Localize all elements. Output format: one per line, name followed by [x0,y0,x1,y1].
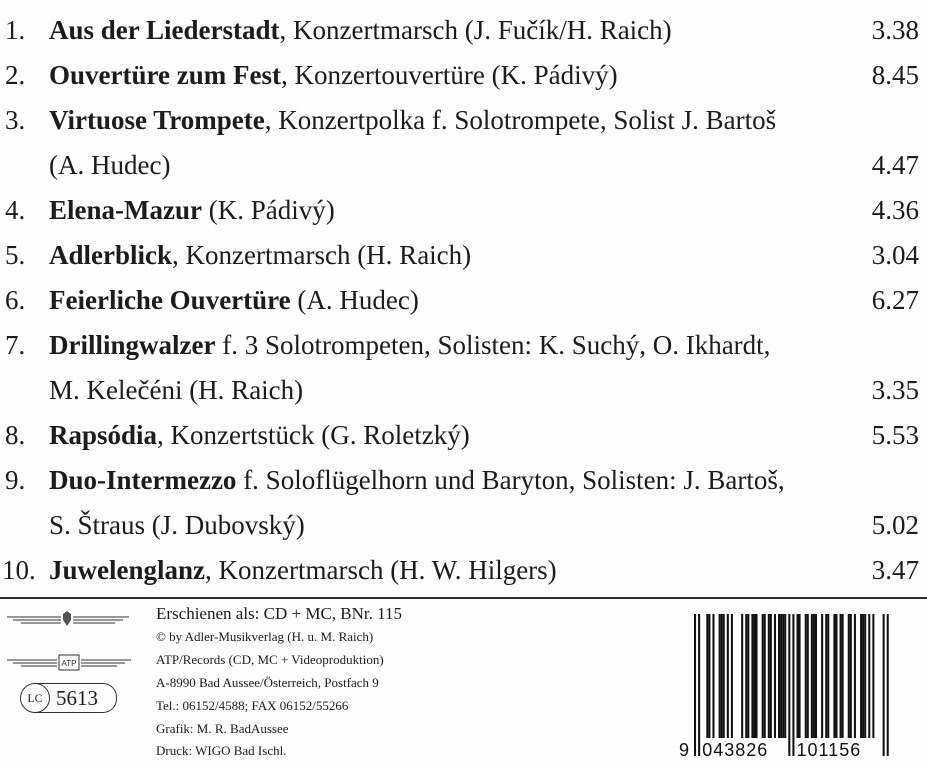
track-title: Aus der Liederstadt [49,15,280,45]
track-text [49,278,419,323]
track-title: Virtuose Trompete [49,105,265,135]
barcode-bar [698,614,700,756]
track-text [49,548,557,593]
track-row [0,548,927,593]
barcode-bar [821,614,823,738]
barcode-left-digits: 043826 [702,740,769,760]
track-duration: 4.36 [871,195,919,225]
divider-rule [0,597,927,599]
track-row-continuation [0,143,927,188]
barcode-bar [868,614,870,738]
track-title: Drillingwalzer [49,330,216,360]
barcode-bar [848,614,850,738]
track-number: 4. [5,195,26,225]
track-row [0,188,927,233]
barcode-bar [799,614,801,738]
barcode-bar [764,614,766,738]
track-text [49,413,470,458]
track-duration: 8.45 [871,60,919,90]
barcode-bar [719,614,721,738]
track-title: Duo-Intermezzo [49,465,237,495]
track-title: Ouvertüre zum Fest [49,60,281,90]
barcode [676,610,910,760]
track-number: 1. [5,15,26,45]
barcode-right-digits: 101156 [796,740,862,760]
barcode-bar [770,614,772,738]
label-area [0,600,927,768]
track-credits: , Konzertpolka f. Solotrompete, Solist J. Bartoš [264,105,777,135]
barcode-bar [706,614,708,738]
barcode-bar [756,614,758,738]
barcode-bar [774,614,776,738]
track-duration: 4.47 [871,150,919,180]
barcode-bar [782,614,784,738]
barcode-bar [762,614,764,738]
barcode-bar [768,614,770,738]
barcode-bar [883,614,885,756]
track-credits: , Konzertouvertüre (K. Pádivý) [280,60,618,90]
barcode-bar [745,614,747,738]
barcode-bar [778,614,780,738]
barcode-bar [840,614,842,738]
barcode-bar [860,614,862,738]
barcode-bar [850,614,852,738]
track-row-continuation [0,368,927,413]
track-credits: f. Soloflügelhorn und Baryton, Solisten: J. Bartoš, [236,465,785,495]
barcode-bar [747,614,749,738]
barcode-bar [854,614,856,738]
barcode-bar [835,614,837,738]
barcode-bar [887,614,889,756]
track-credits: , Konzertmarsch (H. Raich) [172,240,472,270]
track-row [0,413,927,458]
barcode-bar [827,614,829,738]
track-credits: f. 3 Solotrompeten, Solisten: K. Suchý, O. Ikhardt, [215,330,771,360]
barcode-bar [864,614,866,738]
imprint-line: © by Adler-Musikverlag (H. u. M. Raich) [156,629,374,644]
track-text [49,8,672,53]
track-text [49,233,471,278]
barcode-bar [784,614,786,738]
track-text [49,53,618,98]
track-credits: , Konzertstück (G. Roletzký) [157,420,470,450]
barcode-bar [741,614,743,738]
barcode-bar [811,614,813,738]
barcode-bar [780,614,782,738]
track-number: 8. [5,420,26,450]
barcode-bar [797,614,799,738]
barcode-bar [753,614,755,738]
track-row [0,53,927,98]
track-row [0,8,927,53]
barcode-bar [723,614,725,738]
barcode-bar [807,614,809,738]
track-number: 9. [5,465,26,495]
winged-eagle-icon [5,608,135,630]
label-code-number: 5613 [56,686,98,710]
track-credits: (K. Pádivý) [201,195,335,225]
barcode-bar [792,614,794,756]
track-duration: 3.35 [871,375,919,405]
atp-wings-logo [5,652,135,674]
track-duration: 3.04 [871,240,919,270]
track-text [49,458,785,503]
track-duration: 6.27 [871,285,919,315]
barcode-bar [731,614,733,738]
barcode-bar [805,614,807,738]
track-number: 10. [2,555,36,585]
barcode-bar [872,614,874,738]
track-row [0,98,927,143]
track-duration: 5.53 [871,420,919,450]
track-number: 7. [5,330,26,360]
track-number: 5. [5,240,26,270]
barcode-bar [721,614,723,738]
track-credits: (A. Hudec) [290,285,419,315]
track-credits: , Konzertmarsch (J. Fučík/H. Raich) [279,15,672,45]
imprint-line: ATP/Records (CD, MC + Videoproduktion) [156,652,384,667]
imprint-line: Druck: WIGO Bad Ischl. [156,743,287,758]
barcode-bar [712,614,714,738]
barcode-bar [833,614,835,738]
barcode-bar [825,614,827,738]
track-title: Rapsódia [49,420,158,450]
track-title: Juwelenglanz [49,555,206,585]
track-text [49,98,776,143]
barcode-first-digit: 9 [679,740,691,760]
label-code-prefix: LC [20,683,50,713]
track-row [0,233,927,278]
barcode-bar [788,614,790,756]
barcode-bar [842,614,844,738]
track-title: Feierliche Ouvertüre [49,285,291,315]
track-credits: , Konzertmarsch (H. W. Hilgers) [205,555,557,585]
imprint-line: Tel.: 06152/4588; FAX 06152/55266 [156,698,349,713]
track-text [49,323,770,368]
track-credits-continuation: (A. Hudec) [49,150,171,180]
track-duration: 5.02 [871,510,919,540]
barcode-bar [815,614,817,738]
barcode-bar [862,614,864,738]
imprint-line: Grafik: M. R. BadAussee [156,721,289,736]
imprint-line: Erschienen als: CD + MC, BNr. 115 [156,604,402,623]
barcode-bar [694,614,696,756]
barcode-bar [727,614,729,738]
track-text [49,188,335,233]
track-duration: 3.38 [871,15,919,45]
track-number: 6. [5,285,26,315]
barcode-bar [813,614,815,738]
imprint-line: A-8990 Bad Aussee/Österreich, Postfach 9 [156,675,379,690]
track-row-continuation [0,503,927,548]
track-row [0,458,927,503]
track-credits-continuation: S. Štraus (J. Dubovský) [49,510,305,540]
svg-text:ATP: ATP [61,659,77,668]
track-credits-continuation: M. Kelečéni (H. Raich) [49,375,304,405]
track-title: Adlerblick [49,240,173,270]
track-title: Elena-Mazur [49,195,202,225]
label-code-badge [20,683,118,715]
track-duration: 3.47 [871,555,919,585]
barcode-bar [708,614,710,738]
track-number: 3. [5,105,26,135]
track-row [0,278,927,323]
track-row [0,323,927,368]
track-number: 2. [5,60,26,90]
barcode-bar [751,614,753,738]
